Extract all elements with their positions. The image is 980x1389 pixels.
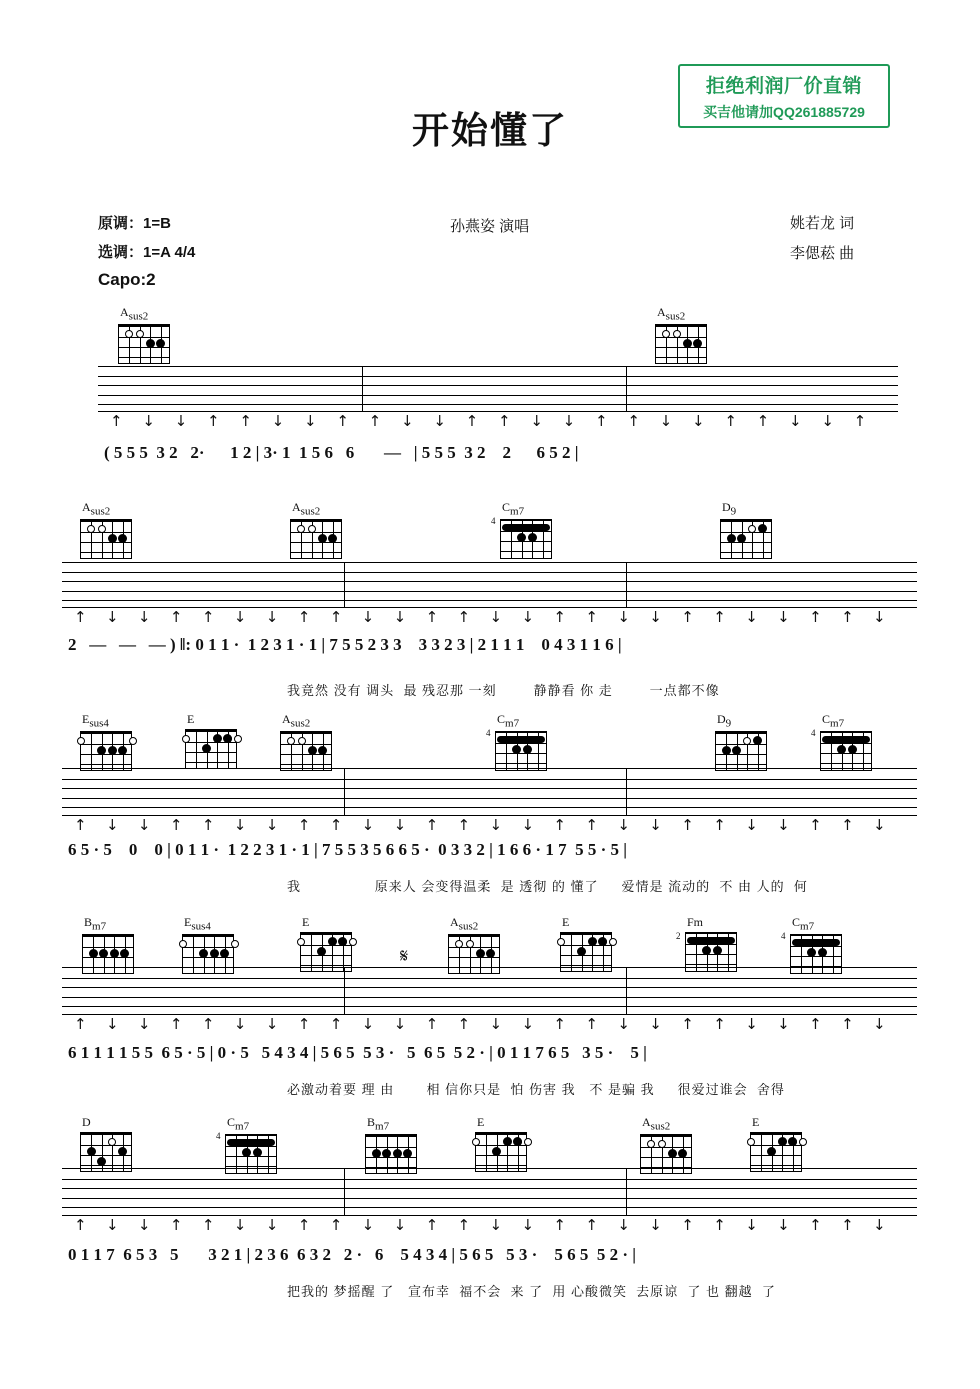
strum-arrow: ↑ — [681, 1216, 694, 1234]
chord-diagram-e — [750, 1115, 802, 1172]
chord-diagram-cm7 — [491, 500, 552, 559]
strum-arrow: ↓ — [745, 608, 758, 626]
barline — [626, 562, 627, 608]
fretboard-grid — [655, 324, 707, 364]
chord-name: Cm7 — [227, 1115, 250, 1133]
strum-arrow: ↑ — [169, 1216, 183, 1234]
strum-arrow: ↑ — [841, 1015, 854, 1033]
strum-arrow: ↓ — [137, 608, 151, 626]
strum-arrow: ↓ — [137, 1216, 151, 1234]
chord-name: Esus4 — [82, 712, 109, 730]
strum-arrow: ↓ — [489, 816, 503, 834]
segno-mark: 𝄋 — [400, 945, 409, 967]
strum-arrow: ↑ — [74, 816, 87, 834]
chord-name: E — [302, 915, 310, 929]
strum-arrow: ↑ — [457, 1216, 471, 1234]
composer: 李偲菘 曲 — [790, 245, 855, 262]
strum-arrow: ↓ — [521, 816, 535, 834]
strum-arrow: ↑ — [585, 1216, 598, 1234]
strum-arrow: ↓ — [233, 608, 247, 626]
chord-diagram-d9 — [715, 712, 767, 771]
play-key: 选调：1=A 4/4 — [98, 244, 196, 261]
strum-arrow: ↓ — [521, 608, 535, 626]
fretboard-grid — [715, 731, 767, 771]
strum-arrow: ↑ — [425, 816, 439, 834]
strum-arrow: ↑ — [841, 1216, 854, 1234]
numbered-notation: 0 1 1 7 6 5 3 5 3 2 1 | 2 3 6 6 3 2 2 · 6 5 4 3 4 | 5 6 5 5 3 · 5 6 5 5 2 · | — [68, 1245, 636, 1264]
fretboard-grid — [280, 731, 332, 771]
staff-lines — [62, 562, 917, 608]
strum-arrow: ↑ — [498, 412, 511, 430]
strum-arrow: ↓ — [562, 412, 576, 430]
fret-number: 4 — [486, 728, 491, 738]
chord-diagram-e — [300, 915, 352, 972]
chord-diagram-cm7 — [486, 712, 547, 771]
strum-arrow: ↑ — [329, 608, 343, 626]
singer-credit: 孙燕姿 演唱 — [450, 218, 530, 235]
fretboard-grid — [300, 932, 352, 972]
strum-arrow: ↑ — [756, 412, 770, 430]
strum-arrow: ↑ — [297, 816, 311, 834]
strum-arrow: ↑ — [809, 816, 822, 834]
strum-arrow: ↓ — [873, 608, 886, 626]
fret-number: 2 — [676, 931, 681, 941]
strum-arrow: ↑ — [841, 608, 854, 626]
strum-arrow: ↓ — [649, 1216, 662, 1234]
strum-arrow: ↑ — [553, 1015, 566, 1033]
chord-diagram-asus2 — [80, 500, 132, 559]
numbered-notation: 6 5 · 5 0 0 | 0 1 1 · 1 2 2 3 1 · 1 | 7 5 5 3 5 6 6 5 · 0 3 3 2 | 1 6 6 · 1 7 5 5 · 5 | — [68, 840, 627, 859]
strum-arrow: ↑ — [681, 816, 694, 834]
strum-arrow: ↑ — [201, 1015, 215, 1033]
fretboard-grid — [820, 731, 872, 771]
chord-name: Asus2 — [292, 500, 321, 518]
strum-arrow: ↑ — [841, 816, 854, 834]
strum-arrow: ↑ — [329, 1015, 343, 1033]
fretboard-grid — [475, 1132, 527, 1172]
chord-diagram-bm7 — [365, 1115, 417, 1174]
strum-arrow: ↓ — [271, 412, 285, 430]
strum-arrow: ↑ — [713, 816, 726, 834]
chord-diagram-cm7 — [781, 915, 842, 974]
strum-arrow: ↓ — [142, 412, 155, 430]
strum-arrow: ↑ — [425, 608, 439, 626]
chord-diagram-e — [560, 915, 612, 972]
chord-name: Esus4 — [184, 915, 211, 933]
chord-name: Asus2 — [657, 305, 686, 323]
strum-arrow: ↑ — [74, 1216, 87, 1234]
chord-name: E — [187, 712, 195, 726]
strum-arrow: ↓ — [393, 816, 407, 834]
stamp-line-1: 拒绝利润厂价直销 — [705, 76, 862, 97]
strum-arrow: ↓ — [233, 1015, 247, 1033]
strum-arrow: ↓ — [489, 1015, 503, 1033]
fretboard-grid — [185, 729, 237, 769]
strum-arrow: ↓ — [521, 1015, 535, 1033]
fretboard-grid — [80, 1132, 132, 1172]
strum-arrow: ↓ — [304, 412, 317, 430]
strum-arrow: ↑ — [585, 816, 598, 834]
strum-arrow: ↑ — [201, 1216, 215, 1234]
chord-diagram-cm7 — [811, 712, 872, 771]
strum-arrow: ↑ — [169, 608, 183, 626]
strum-arrow: ↑ — [74, 1015, 87, 1033]
strum-arrow: ↓ — [777, 816, 790, 834]
strum-arrow: ↑ — [457, 816, 471, 834]
chord-diagram-asus2 — [118, 305, 170, 364]
fret-number: 4 — [216, 1131, 221, 1141]
staff-lines — [62, 768, 917, 816]
barline — [344, 1168, 345, 1216]
strum-arrow: ↑ — [336, 412, 349, 430]
strum-arrow: ↑ — [585, 608, 598, 626]
barline — [344, 768, 345, 816]
strum-arrow: ↑ — [553, 608, 566, 626]
chord-name: Cm7 — [792, 915, 815, 933]
strum-arrow: ↓ — [233, 1216, 247, 1234]
strum-arrow: ↑ — [201, 816, 215, 834]
strum-arrow: ↑ — [713, 608, 726, 626]
fretboard-grid — [290, 519, 342, 559]
strum-arrow: ↑ — [457, 608, 471, 626]
strum-arrow: ↑ — [627, 412, 640, 430]
fretboard-grid — [500, 519, 552, 559]
chord-name: Asus2 — [120, 305, 149, 323]
staff-lines — [98, 366, 898, 412]
strum-arrow: ↓ — [393, 1015, 407, 1033]
barline — [626, 1168, 627, 1216]
strum-arrow: ↓ — [361, 1216, 375, 1234]
strum-arrow: ↓ — [105, 1216, 119, 1234]
strum-arrow: ↓ — [649, 816, 662, 834]
fretboard-grid — [685, 932, 737, 972]
chord-diagram-bm7 — [82, 915, 134, 974]
fretboard-grid — [80, 519, 132, 559]
numbered-notation: 2 — — — ) ‖: 0 1 1 · 1 2 3 1 · 1 | 7 5 5 2 3 3 3 3 2 3 | 2 1 1 1 0 4 3 1 1 6 | — [68, 635, 622, 654]
strum-arrow: ↑ — [853, 412, 867, 430]
strum-arrow: ↓ — [821, 412, 834, 430]
page-title: 开始懂了 — [412, 110, 568, 151]
chord-diagram-cm7 — [216, 1115, 277, 1174]
barline — [344, 967, 345, 1015]
chord-name: Asus2 — [82, 500, 111, 518]
strum-arrow: ↓ — [745, 1015, 758, 1033]
stamp-line-2: 买吉他请加QQ261885729 — [703, 104, 865, 120]
strum-arrow: ↓ — [433, 412, 446, 430]
chord-name: Fm — [687, 915, 704, 929]
chord-diagram-d — [80, 1115, 132, 1172]
lyricist: 姚若龙 词 — [790, 215, 855, 232]
strum-arrow: ↓ — [105, 608, 119, 626]
key-info — [98, 212, 195, 298]
strum-arrow: ↓ — [649, 1015, 662, 1033]
strum-arrow: ↑ — [297, 1216, 311, 1234]
barline — [626, 768, 627, 816]
strum-arrow: ↓ — [777, 608, 790, 626]
strum-arrow: ↓ — [393, 608, 407, 626]
lyrics-line: 我竟然 没有 调头 最 残忍那 一刻 静静看 你 走 一点都不像 — [287, 683, 720, 698]
strum-arrow: ↓ — [745, 816, 758, 834]
chord-diagram-d9 — [720, 500, 772, 559]
chord-name: Cm7 — [497, 712, 520, 730]
strum-arrow: ↑ — [74, 608, 87, 626]
fretboard-grid — [750, 1132, 802, 1172]
lyrics-line: 把我的 梦摇醒 了 宣布幸 福不会 来 了 用 心酸微笑 去原谅 了 也 翻越 了 — [287, 1284, 776, 1299]
strum-arrow: ↑ — [425, 1015, 439, 1033]
strum-arrow: ↑ — [297, 1015, 311, 1033]
chord-name: Cm7 — [502, 500, 525, 518]
chord-diagram-asus2 — [655, 305, 707, 364]
strum-arrow: ↑ — [207, 412, 220, 430]
numbered-notation: ( 5 5 5 3 2 2· 1 2 | 3· 1 1 5 6 6 — | 5 5 5 3 2 2 6 5 2 | — [104, 443, 579, 462]
strum-arrow: ↓ — [361, 608, 375, 626]
strum-arrow: ↓ — [777, 1216, 790, 1234]
chord-diagram-esus4 — [80, 712, 132, 771]
strum-arrow: ↑ — [724, 412, 737, 430]
staff-lines — [62, 1168, 917, 1216]
strum-arrow: ↓ — [789, 412, 802, 430]
strum-arrow: ↑ — [681, 1015, 694, 1033]
fretboard-grid — [118, 324, 170, 364]
strum-arrow: ↑ — [201, 608, 215, 626]
chord-diagram-e — [185, 712, 237, 769]
strum-arrow: ↓ — [489, 608, 503, 626]
chord-diagram-asus2 — [290, 500, 342, 559]
barline — [626, 366, 627, 412]
chord-diagram-asus2 — [448, 915, 500, 974]
strum-arrow: ↓ — [530, 412, 543, 430]
strum-arrow: ↓ — [137, 1015, 151, 1033]
barline — [362, 366, 363, 412]
chord-name: D9 — [722, 500, 737, 518]
strum-arrow: ↓ — [617, 1216, 630, 1234]
lyrics-line: 必激动着要 理 由 相 信你只是 怕 伤害 我 不 是骗 我 很爱过谁会 舍得 — [287, 1082, 785, 1097]
chord-diagram-asus2 — [640, 1115, 692, 1174]
strum-arrow: ↑ — [681, 608, 694, 626]
strum-arrow: ↓ — [401, 412, 414, 430]
chord-name: D — [82, 1115, 91, 1129]
strum-arrow: ↓ — [649, 608, 662, 626]
chord-name: Asus2 — [450, 915, 479, 933]
strum-arrow: ↑ — [329, 816, 343, 834]
barline — [626, 967, 627, 1015]
staff-lines — [62, 967, 917, 1015]
strum-arrow: ↓ — [137, 816, 151, 834]
strum-arrow: ↑ — [169, 816, 183, 834]
fret-number: 4 — [811, 728, 816, 738]
strum-arrow: ↓ — [265, 608, 279, 626]
strum-arrow: ↓ — [873, 816, 886, 834]
strum-arrow: ↑ — [239, 412, 252, 430]
chord-name: D9 — [717, 712, 732, 730]
strum-arrow: ↓ — [105, 1015, 119, 1033]
credits — [790, 212, 854, 272]
strum-arrow: ↓ — [659, 412, 673, 430]
strum-arrow: ↓ — [692, 412, 705, 430]
strum-arrow: ↑ — [553, 1216, 566, 1234]
chord-diagram-e — [475, 1115, 527, 1172]
strum-arrow: ↓ — [265, 1015, 279, 1033]
capo: Capo:2 — [98, 270, 156, 289]
fretboard-grid — [495, 731, 547, 771]
fretboard-grid — [560, 932, 612, 972]
strum-arrow: ↑ — [465, 412, 479, 430]
numbered-notation: 6 1 1 1 1 5 5 6 5 · 5 | 0 · 5 5 4 3 4 | 5 6 5 5 3 · 5 6 5 5 2 · | 0 1 1 7 6 5 3 5 · 5 | — [68, 1043, 647, 1062]
strum-arrow: ↑ — [457, 1015, 471, 1033]
chord-name: Asus2 — [282, 712, 311, 730]
fret-number: 4 — [491, 516, 496, 526]
strum-arrow: ↑ — [110, 412, 123, 430]
strum-arrow: ↓ — [617, 816, 630, 834]
chord-diagram-fm — [676, 915, 737, 972]
fretboard-grid — [80, 731, 132, 771]
strum-arrow: ↓ — [617, 1015, 630, 1033]
strum-arrow: ↓ — [265, 816, 279, 834]
strum-arrow: ↑ — [329, 1216, 343, 1234]
chord-name: Bm7 — [367, 1115, 390, 1133]
strum-arrow: ↑ — [169, 1015, 183, 1033]
strum-arrow: ↑ — [713, 1015, 726, 1033]
strum-arrow: ↑ — [713, 1216, 726, 1234]
fret-number: 4 — [781, 931, 786, 941]
strum-arrow: ↓ — [361, 816, 375, 834]
strum-arrow: ↓ — [617, 608, 630, 626]
original-key: 原调：1=B — [98, 215, 171, 232]
strum-arrow: ↓ — [361, 1015, 375, 1033]
strum-arrow: ↓ — [233, 816, 247, 834]
chord-name: E — [477, 1115, 485, 1129]
chord-name: Bm7 — [84, 915, 107, 933]
chord-name: Cm7 — [822, 712, 845, 730]
strum-arrow: ↓ — [777, 1015, 790, 1033]
strum-arrow: ↓ — [393, 1216, 407, 1234]
strum-arrow: ↓ — [873, 1015, 886, 1033]
chord-name: E — [562, 915, 570, 929]
strum-arrow: ↓ — [521, 1216, 535, 1234]
strum-arrow: ↑ — [553, 816, 566, 834]
strum-arrow: ↑ — [809, 608, 822, 626]
strum-arrow: ↓ — [745, 1216, 758, 1234]
strum-arrow: ↓ — [174, 412, 188, 430]
strum-arrow: ↑ — [297, 608, 311, 626]
lyrics-line: 我 原来人 会变得温柔 是 透彻 的 懂了 爱情是 流动的 不 由 人的 何 — [287, 879, 808, 894]
chord-diagram-asus2 — [280, 712, 332, 771]
strum-arrow: ↓ — [265, 1216, 279, 1234]
chord-name: Asus2 — [642, 1115, 671, 1133]
chord-name: E — [752, 1115, 760, 1129]
strum-arrow: ↑ — [425, 1216, 439, 1234]
fretboard-grid — [720, 519, 772, 559]
strum-arrow: ↓ — [873, 1216, 886, 1234]
strum-arrow: ↓ — [489, 1216, 503, 1234]
strum-arrow: ↑ — [809, 1216, 822, 1234]
strum-arrow: ↓ — [105, 816, 119, 834]
barline — [344, 562, 345, 608]
strum-arrow: ↑ — [585, 1015, 598, 1033]
strum-arrow: ↑ — [595, 412, 608, 430]
strum-arrow: ↑ — [368, 412, 382, 430]
chord-diagram-esus4 — [182, 915, 234, 974]
strum-arrow: ↑ — [809, 1015, 822, 1033]
